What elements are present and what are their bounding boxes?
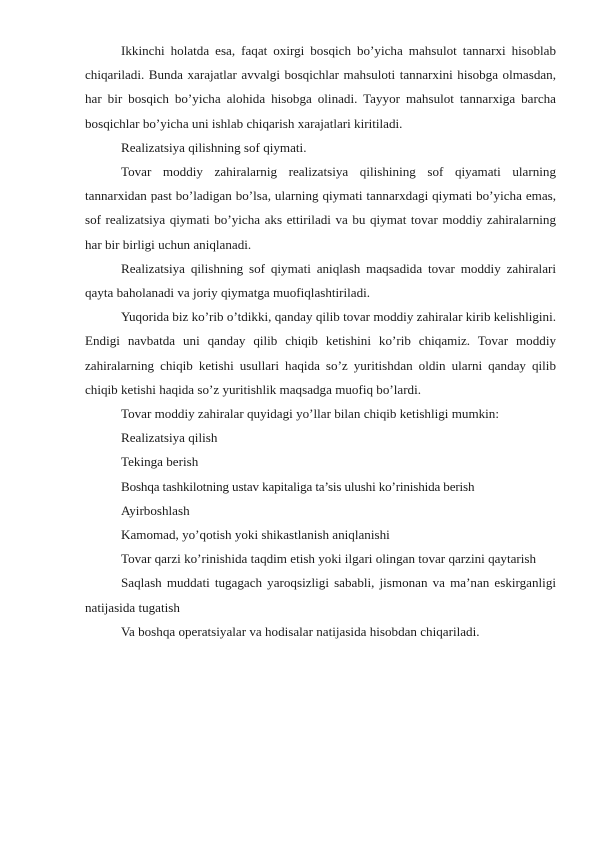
list-item-exchange: Ayirboshlash bbox=[121, 502, 190, 518]
list-item-realization: Realizatsiya qilish bbox=[121, 430, 218, 446]
paragraph-revaluation: Realizatsiya qilishning sof qiymati aniqlash maqsadida tovar moddiy zahiralari qayta baholanadi va joriy qiymatga muofiqlashtiriladi. bbox=[85, 260, 556, 301]
list-item-other-operations: Va boshqa operatsiyalar va hodisalar natijasida hisobdan chiqariladi. bbox=[121, 623, 480, 639]
list-item-free-transfer: Tekinga berish bbox=[121, 454, 199, 470]
paragraph-net-realizable-definition: Tovar moddiy zahiralarnig realizatsiya qilishining sof qiyamati ularning tannarxidan past bo’ladigan bo’lsa, ularning qiymati tannarxdagi qiymati bo’yicha emas, sof realizatsiya qiymati bo’yicha aks ettiriladi va bu qiymat tovar moddiy zahiralarning har bir birligi uchun aniqlanadi. bbox=[85, 164, 556, 252]
list-item-capital-contribution: Boshqa tashkilotning ustav kapitaliga ta’sis ulushi ko’rinishida berish bbox=[121, 478, 475, 494]
heading-net-realizable-value: Realizatsiya qilishning sof qiymati. bbox=[121, 139, 307, 155]
list-item-goods-loan: Tovar qarzi ko’rinishida taqdim etish yoki ilgari olingan tovar qarzini qaytarish bbox=[121, 551, 537, 567]
paragraph-disposal-ways: Tovar moddiy zahiralar quyidagi yo’llar bilan chiqib ketishligi mumkin: bbox=[121, 406, 499, 422]
document-page bbox=[85, 39, 556, 644]
list-item-shortage: Kamomad, yo’qotish yoki shikastlanish aniqlanishi bbox=[121, 527, 390, 543]
paragraph-disposal-intro: Yuqorida biz ko’rib o’tdikki, qanday qilib tovar moddiy zahiralar kirib kelishligini. Endigi navbatda uni qanday qilib chiqib ketishini ko’rib chiqamiz. Tovar moddiy zahiralarning chiqib ketishi usullari haqida so’z yuritishdan oldin ularni qanday qilib chiqib ketishi haqida so’z yuritishlik maqsadga muofiq bo’lardi. bbox=[85, 309, 556, 397]
list-item-write-off-expiry: Saqlash muddati tugagach yaroqsizligi sababli, jismonan va ma’nan eskirganligi natijasida tugatish bbox=[85, 575, 556, 615]
paragraph-second-case: Ikkinchi holatda esa, faqat oxirgi bosqich bo’yicha mahsulot tannarxi hisoblab chiqariladi. Bunda xarajatlar avvalgi bosqichlar mahsuloti tannarxini hisobga olmasdan, har bir bosqich bo’yicha alohida hisobga olinadi. Tayyor mahsulot tannarxiga barcha bosqichlar bo’yicha uni ishlab chiqarish xarajatlari kiritiladi. bbox=[85, 43, 556, 131]
